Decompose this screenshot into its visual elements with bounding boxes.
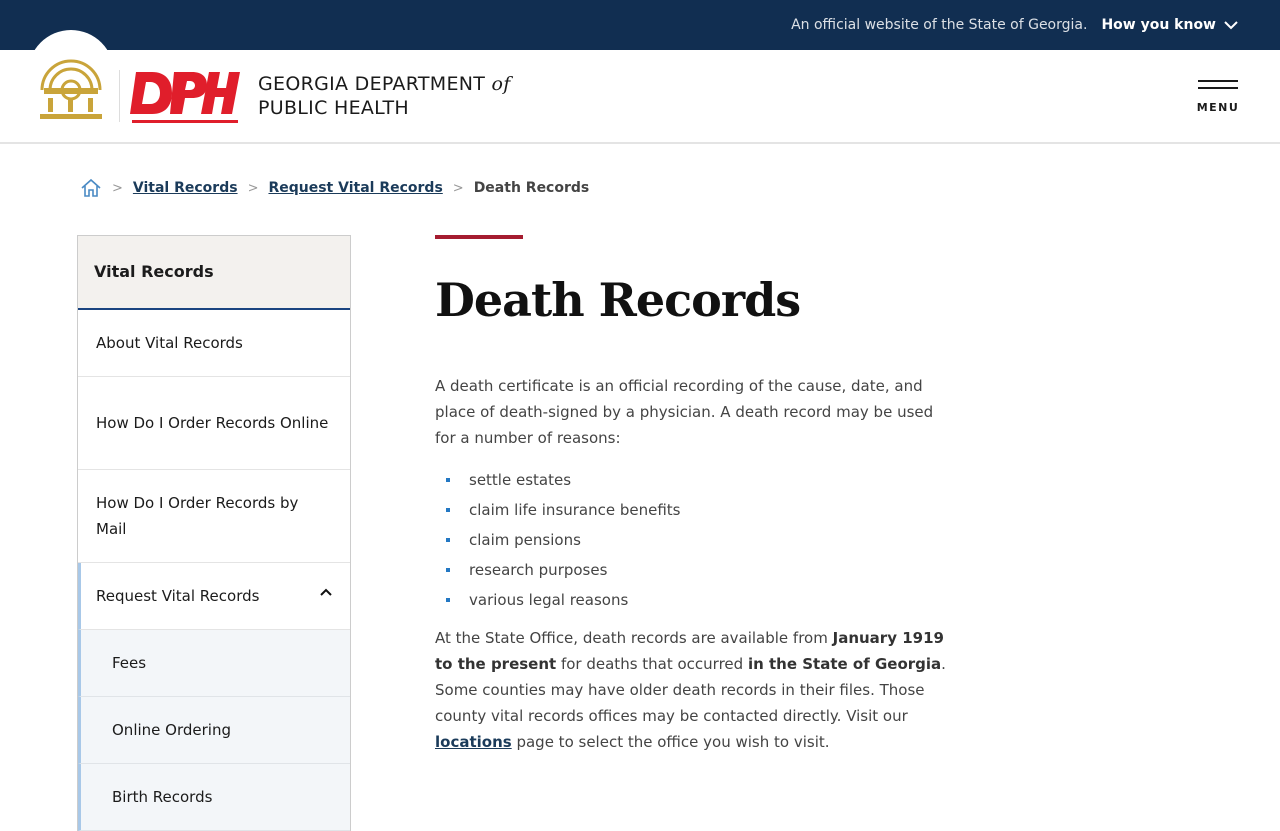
list-item: claim pensions — [435, 525, 955, 555]
main-content — [435, 235, 955, 755]
chevron-right-icon: > — [247, 180, 259, 196]
menu-label: MENU — [1196, 101, 1240, 114]
sidebar-item-label: Request Vital Records — [96, 587, 260, 605]
agency-line1: GEORGIA DEPARTMENT — [258, 73, 486, 95]
chevron-down-icon — [1224, 20, 1238, 30]
agency-of: of — [491, 73, 511, 95]
logo-divider — [119, 70, 120, 122]
sidebar-subitem-online-ordering[interactable]: Online Ordering — [78, 697, 350, 764]
reasons-list — [435, 465, 955, 615]
list-item: research purposes — [435, 555, 955, 585]
sidebar-nav — [77, 235, 351, 831]
agency-name[interactable] — [258, 72, 511, 120]
site-header — [0, 50, 1280, 144]
home-icon[interactable] — [80, 178, 102, 198]
sidebar-item-request-vital-records[interactable] — [78, 563, 350, 630]
chevron-right-icon: > — [112, 180, 123, 196]
georgia-seal-logo[interactable] — [28, 30, 114, 116]
breadcrumb — [80, 178, 589, 198]
breadcrumb-vital-records[interactable]: Vital Records — [132, 180, 238, 196]
list-item: claim life insurance benefits — [435, 495, 955, 525]
sidebar-subitem-fees[interactable]: Fees — [78, 630, 350, 697]
official-banner — [0, 0, 1280, 50]
official-text: An official website of the State of Georgia. — [791, 17, 1088, 33]
sidebar-title[interactable]: Vital Records — [78, 236, 350, 310]
breadcrumb-request-vital-records[interactable]: Request Vital Records — [268, 180, 443, 196]
chevron-right-icon: > — [452, 180, 464, 196]
text: for deaths that occurred — [556, 655, 748, 673]
sidebar-item-order-mail[interactable]: How Do I Order Records by Mail — [78, 470, 350, 563]
title-accent-line — [435, 235, 523, 239]
sidebar-item-about[interactable]: About Vital Records — [78, 310, 350, 377]
how-you-know-button[interactable] — [1101, 17, 1238, 33]
text: At the State Office, death records are available from — [435, 629, 833, 647]
sidebar-subitem-birth-records[interactable]: Birth Records — [78, 764, 350, 831]
availability-paragraph — [435, 625, 955, 755]
dph-logo[interactable] — [130, 70, 242, 126]
list-item: various legal reasons — [435, 585, 955, 615]
page-title: Death Records — [435, 273, 801, 327]
bold-text: January 1919 to the present — [435, 629, 944, 673]
intro-paragraph: A death certificate is an official recording of the cause, date, and place of death-signed by a physician. A death record may be used for a number of reasons: — [435, 377, 934, 447]
text: page to select the office you wish to visit. — [511, 733, 830, 751]
bold-text: in the State of Georgia — [747, 655, 942, 673]
chevron-up-icon[interactable] — [320, 588, 332, 596]
menu-button[interactable] — [1196, 80, 1240, 114]
agency-line2: PUBLIC HEALTH — [258, 97, 409, 119]
sidebar-item-order-online[interactable]: How Do I Order Records Online — [78, 377, 350, 470]
locations-link[interactable]: locations — [435, 733, 512, 751]
text: . Some counties may have older death records in their files. Those county vital records offices may be contacted directly. Visit our — [435, 655, 946, 725]
how-you-know-label: How you know — [1101, 17, 1216, 33]
breadcrumb-current: Death Records — [473, 180, 590, 196]
list-item: settle estates — [435, 465, 955, 495]
